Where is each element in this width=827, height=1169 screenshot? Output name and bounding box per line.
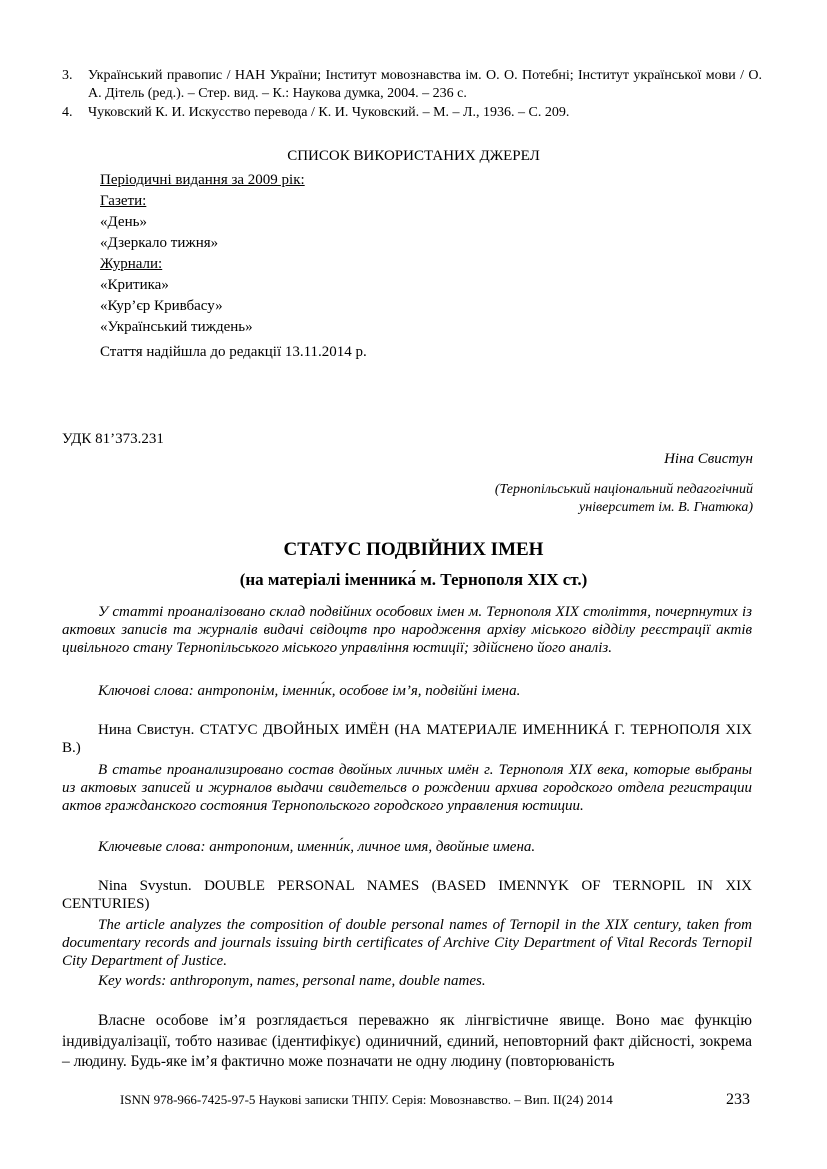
- abstract-en-heading: Nina Svystun. DOUBLE PERSONAL NAMES (BASED IMENNYK OF TERNOPIL IN XIX CENTURIES): [62, 878, 752, 912]
- udk-code: УДК 81’373.231: [62, 431, 164, 447]
- abstract-ru-text: В статье проанализировано состав двойных личных имён г. Тернополя XIX века, которые выбраны из актовых записей и журналов выдачи свидетельсв о рождении архива городского отдела регистрации актов гражданского состояния Тернопольского городского управления юстиции.: [62, 762, 752, 814]
- abstract-en-keywords: Key words: anthroponym, names, personal name, double names.: [98, 973, 486, 989]
- journals-label: Журнали:: [100, 256, 163, 272]
- periodicals-label: Періодичні видання за 2009 рік:: [100, 172, 305, 188]
- article-subtitle: (на матеріалі іменника́ м. Тернополя XIX ст.): [239, 570, 588, 589]
- footer-journal-info: ISNN 978-966-7425-97-5 Наукові записки ТНПУ. Серія: Мовознавство. – Вип. ІІ(24) 2014: [120, 1092, 613, 1107]
- author-affiliation: університет ім. В. Гнатюка): [578, 500, 753, 515]
- reference-text: Український правопис / НАН України; Інститут мовознавства ім. О. О. Потебні; Інститут української мови / О. А. Дітель (ред.). – Стер. вид. – К.: Наукова думка, 2004. – 236 с.: [88, 68, 762, 101]
- reference-item: [62, 104, 762, 122]
- abstract-ru-heading: Нина Свистун. СТАТУС ДВОЙНЫХ ИМЁН (НА МАТЕРИАЛЕ ИМЕННИКÁ Г. ТЕРНОПОЛЯ XIX В.): [62, 722, 752, 756]
- author-name: Ніна Свистун: [664, 451, 753, 467]
- reference-number: 3.: [62, 68, 73, 83]
- reference-number: 4.: [62, 105, 73, 120]
- body-paragraph: Власне особове ім’я розглядається переважно як лінгвістичне явище. Воно має функцію індивідуалізації, тобто називає (ідентифікує) одиничний, єдиний, неповторний факт дійсності, зокрема – людину. Будь-яке ім’я фактично може позначати не одну людину (повторюваність: [62, 1012, 752, 1070]
- newspaper-item: «Дзеркало тижня»: [100, 235, 219, 251]
- reference-item: [62, 67, 762, 103]
- received-date: Стаття надійшла до редакції 13.11.2014 р.: [100, 344, 367, 360]
- journal-item: «Український тиждень»: [100, 319, 253, 335]
- abstract-ru-keywords: Ключевые слова: антропоним, именни́к, личное имя, двойные имена.: [98, 839, 536, 855]
- author-affiliation: (Тернопільський національний педагогічний: [494, 482, 753, 497]
- newspaper-item: «День»: [100, 214, 147, 230]
- article-title: СТАТУС ПОДВІЙНИХ ІМЕН: [283, 539, 544, 560]
- reference-text: Чуковский К. И. Искусство перевода / К. И. Чуковский. – М. – Л., 1936. – С. 209.: [88, 105, 570, 120]
- page-number: 233: [726, 1091, 750, 1108]
- newspapers-label: Газети:: [100, 193, 147, 209]
- abstract-en-text: The article analyzes the composition of double personal names of Ternopil in the XIX century, taken from documentary records and journals issuing birth certificates of Archive City Department of Vital Records Ternopil City Department of Justice.: [62, 917, 752, 969]
- sources-list: [100, 170, 305, 338]
- journal-item: «Кур’єр Кривбасу»: [100, 298, 223, 314]
- abstract-uk-keywords: Ключові слова: антропонім, іменни́к, особове ім’я, подвійні імена.: [98, 683, 521, 699]
- sources-heading: СПИСОК ВИКОРИСТАНИХ ДЖЕРЕЛ: [287, 148, 540, 164]
- abstract-uk-text: У статті проаналізовано склад подвійних особових імен м. Тернополя XIX століття, почерпнутих із актових записів та журналів видачі свідоцтв про народження архіву міського відділу реєстрації актів цивільного стану Тернопільського міського управління юстиції; здійснено його аналіз.: [62, 604, 752, 656]
- journal-item: «Критика»: [100, 277, 169, 293]
